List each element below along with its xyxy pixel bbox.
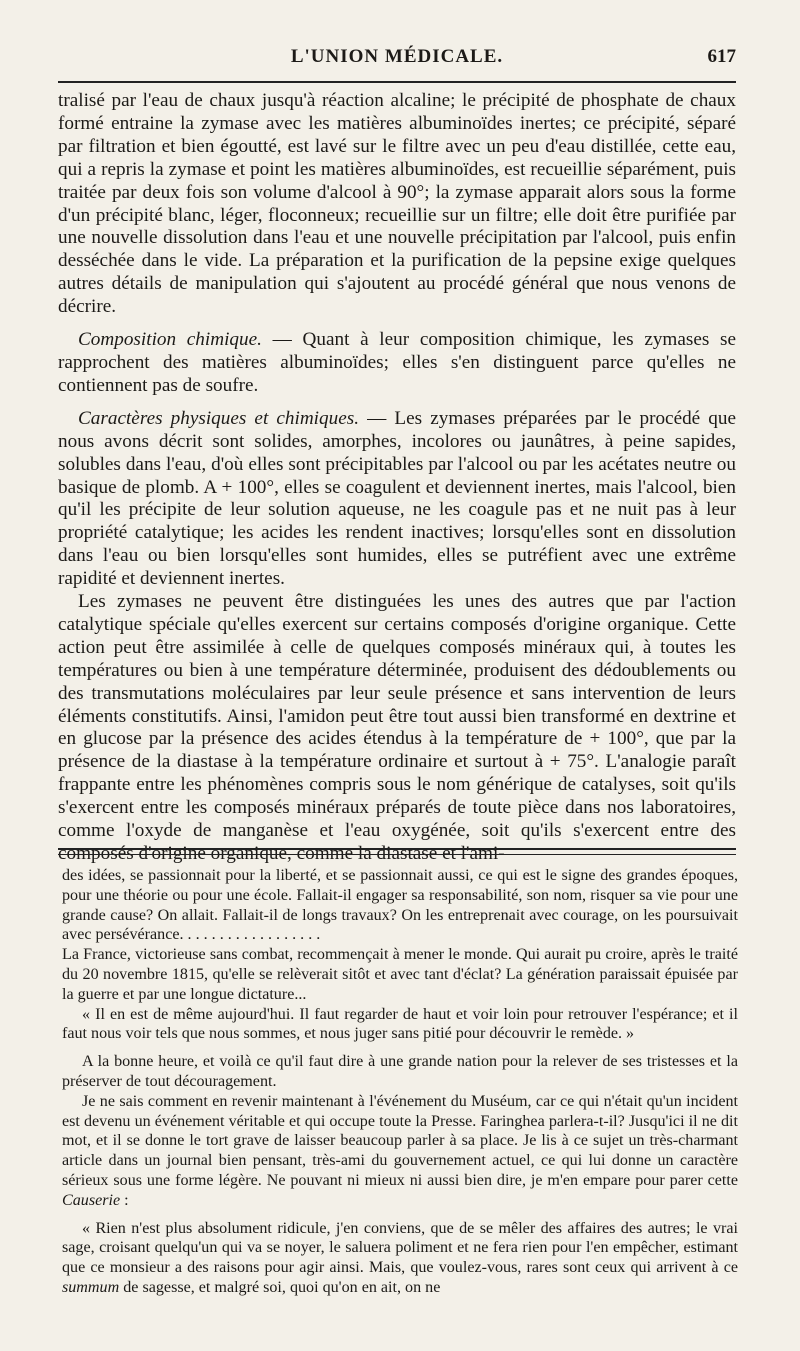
article-paragraph-4: Les zymases ne peuvent être distinguées les unes des autres que par l'action catalytique spéciale qu'elles exercent sur certains composés d'origine organique. Cette action peut être assimilée à celle de quelques composés minéraux qui, à toutes les températures ou bien à une température déterminée, produisent des dédoublements ou des transmutations moléculaires par leur seule présence et sans intervention de leurs éléments constitutifs. Ainsi, l'amidon peut être tout aussi bien transformé en dextrine et en glucose par la présence des acides étendus à la température de + 100°, que par la présence de la diastase à la température ordinaire et surtout à + 75°. L'analogie paraît frappante entre les phénomènes compris sous le nom générique de catalyses, soit qu'ils s'exercent entre les composés minéraux préparés de toute pièce dans nos laboratoires, comme l'oxyde de manganèse et l'eau oxygénée, soit qu'ils s'exercent entre des composés d'origine organique, comme la diastase et l'ami- <box>58 591 736 864</box>
summum-word: summum <box>62 1278 120 1296</box>
page-header <box>58 46 736 74</box>
feuilleton-separator <box>58 848 736 855</box>
composition-text: — Quant à leur composition chimique, les zymases se rapprochent des matières albuminoïdes; elles s'en distinguent parce qu'elles ne contiennent pas de soufre. <box>58 329 736 396</box>
section-heading-caracteres: Caractères physiques et chimiques. <box>78 407 359 429</box>
page-number: 617 <box>707 46 736 67</box>
feuilleton-section <box>62 866 738 1298</box>
article-paragraph-1: tralisé par l'eau de chaux jusqu'à réaction alcaline; le précipité de phosphate de chaux formé entraine la zymase avec les matières albuminoïdes inertes; ce précipité, séparé par filtration et bien égoutté, est lavé sur le filtre avec un peu d'eau distillée, cette eau, qui a repris la zymase et point les matières albuminoïdes, est recueillie séparément, puis traitée par deux fois son volume d'alcool à 90°; la zymase apparait alors sous la forme d'un précipité blanc, léger, floconneux; recueillie sur un filtre; elle doit être purifiée par une nouvelle dissolution dans l'eau et une nouvelle précipitation par l'alcool, puis enfin desséchée dans le vide. La préparation et la purification de la pepsine exige quelques autres détails de manipulation qui s'ajoutent au procédé général que nous venons de décrire. <box>58 90 736 318</box>
article-paragraph-composition <box>58 329 736 398</box>
feuilleton-paragraph-1: des idées, se passionnait pour la liberté, et se passionnait aussi, ce qui est le signe des grandes époques, pour une théorie ou pour une école. Fallait-il engager sa responsabilité, son nom, risquer sa vie pour une grande cause? On allait. Fallait-il de longs travaux? On les entreprenait avec courage, on les poursuivait avec persévérance. . . . . . . . . . . . . . . . . . <box>62 867 738 944</box>
caracteres-text: — Les zymases préparées par le procédé que nous avons décrit sont solides, amorphes, incolores ou jaunâtres, à peine sapides, solubles dans l'eau, d'où elles sont précipitables par l'alcool ou par les acétates neutre ou basique de plomb. A + 100°, elles se coagulent et deviennent inertes, mais l'alcool, bien qu'il les précipite de leur solution aqueuse, ne les coagule pas et ne nuit pas à leur propriété catalytique; les acides les rendent inactives; lorsqu'elles sont en dissolution dans l'eau ou bien lorsqu'elles sont humides, elles se putréfient avec une extrême rapidité et deviennent inertes. <box>58 407 737 590</box>
feuilleton-paragraph-2: La France, victorieuse sans combat, recommençait à mener le monde. Qui aurait pu croire, après le traité du 20 novembre 1815, qu'elle se relèverait sitôt et avec tant d'éclat? La génération paraissait épuisée par la guerre et par une longue dictature... <box>62 946 738 1003</box>
feuilleton-quote-1: « Il en est de même aujourd'hui. Il faut regarder de haut et voir loin pour retrouver l'espérance; et il faut nous voir tels que nous sommes, et nous juger sans pitié pour découvrir le remède. » <box>62 1005 738 1043</box>
running-title: L'UNION MÉDICALE. <box>290 46 504 67</box>
causerie-word: Causerie <box>62 1191 121 1209</box>
feuilleton-paragraph-4 <box>62 1092 738 1211</box>
header-rule <box>58 81 736 83</box>
feuilleton-paragraph-3: A la bonne heure, et voilà ce qu'il faut dire à une grande nation pour la relever de ses tristesses et la préserver de tout découragement. <box>62 1053 738 1090</box>
article-paragraph-caracteres <box>58 408 736 591</box>
feuilleton-quote-2-text: « Rien n'est plus absolument ridicule, j'en conviens, que de se mêler des affaires des autres; le vrai sage, croisant quelqu'un qui va se noyer, le saluera poliment et ne fera rien pour l'en empêcher, estimant que ce monsieur a des raisons pour agir ainsi. Mais, que voulez-vous, rares sont ceux qui arrivent à ce <box>62 1219 738 1277</box>
feuilleton-p4-end: : <box>120 1191 129 1209</box>
feuilleton-quote-2-end: de sagesse, et malgré soi, quoi qu'on en ait, on ne <box>119 1278 441 1296</box>
section-heading-composition: Composition chimique. <box>78 329 262 351</box>
feuilleton-quote-2 <box>62 1219 738 1298</box>
feuilleton-p4-text: Je ne sais comment en revenir maintenant à l'événement du Muséum, car ce qui n'était qu'un incident est devenu un événement véritable et qui occupe toute la Presse. Faringhea parlera-t-il? Jusqu'ici il ne dit mot, et il se donne le tort grave de laisser beaucoup parler à sa place. Je lis à ce sujet un très-charmant article dans un journal bien pensant, très-ami du gouvernement actuel, ce qui lui donne un caractère sérieux sous une forme légère. Ne pouvant ni mieux ni aussi bien dire, je m'en empare pour parer cette <box>62 1092 738 1189</box>
main-article <box>58 90 736 866</box>
